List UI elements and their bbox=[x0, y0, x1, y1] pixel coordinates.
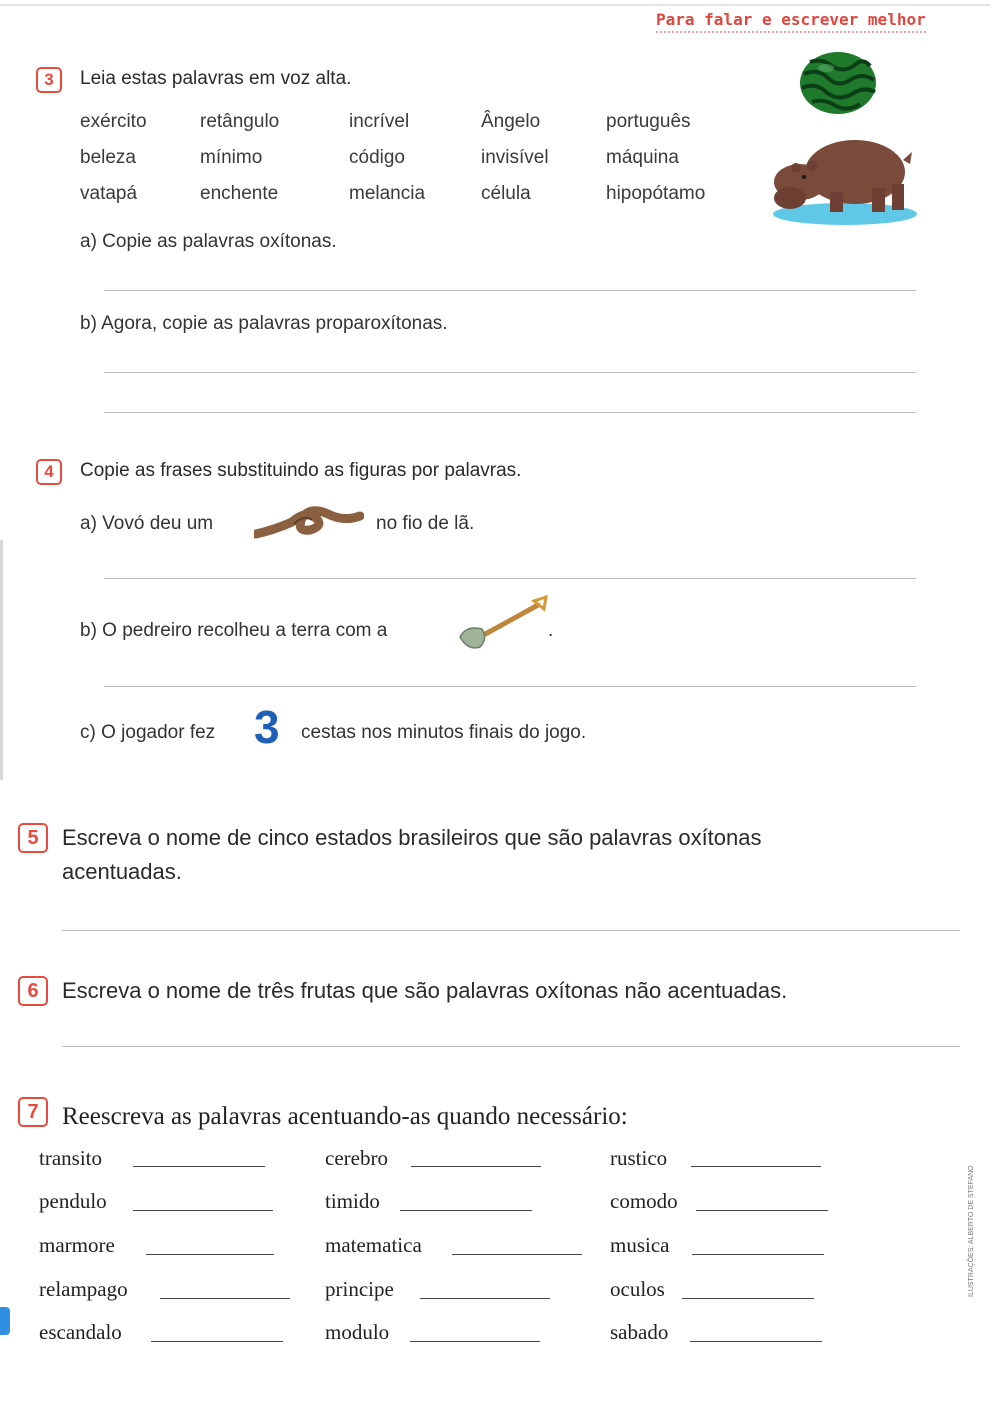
word: enchente bbox=[200, 183, 279, 204]
word: código bbox=[349, 147, 405, 168]
answer-line[interactable] bbox=[104, 412, 916, 413]
answer-blank[interactable] bbox=[133, 1166, 265, 1167]
question-4c-start: c) O jogador fez bbox=[80, 722, 216, 743]
question-3a-text: a) Copie as palavras oxítonas. bbox=[80, 231, 337, 252]
question-4b-end: . bbox=[548, 620, 554, 641]
question-4-text: Copie as frases substituindo as figuras por palavras. bbox=[80, 460, 522, 481]
answer-blank[interactable] bbox=[696, 1210, 828, 1211]
word-item: marmore bbox=[39, 1233, 115, 1257]
answer-line[interactable] bbox=[104, 686, 916, 687]
word-item: oculos bbox=[610, 1277, 665, 1301]
word-item: transito bbox=[39, 1146, 102, 1170]
word-item: comodo bbox=[610, 1189, 678, 1213]
word-item: musica bbox=[610, 1233, 670, 1257]
number-three-figure: 3 bbox=[254, 701, 280, 753]
answer-blank[interactable] bbox=[692, 1254, 824, 1255]
question-4a-start: a) Vovó deu um bbox=[80, 513, 214, 534]
answer-blank[interactable] bbox=[146, 1254, 274, 1255]
word: célula bbox=[481, 183, 531, 204]
left-edge-shadow bbox=[0, 540, 3, 780]
answer-line[interactable] bbox=[104, 290, 916, 291]
answer-blank[interactable] bbox=[691, 1166, 821, 1167]
word: máquina bbox=[606, 147, 679, 168]
question-3b-text: b) Agora, copie as palavras proparoxítonas. bbox=[80, 313, 448, 334]
answer-line[interactable] bbox=[104, 578, 916, 579]
question-7-text: Reescreva as palavras acentuando-as quando necessário: bbox=[62, 1103, 628, 1130]
question-5-line-1: Escreva o nome de cinco estados brasileiros que são palavras oxítonas bbox=[62, 825, 762, 850]
word-item: escandalo bbox=[39, 1320, 122, 1344]
illustration-credit: ILUSTRAÇÕES: ALBERTO DE STEFANO bbox=[968, 1165, 975, 1297]
answer-blank[interactable] bbox=[133, 1210, 273, 1211]
shovel-image bbox=[456, 595, 552, 653]
answer-blank[interactable] bbox=[400, 1210, 532, 1211]
word: Ângelo bbox=[481, 111, 541, 132]
answer-blank[interactable] bbox=[690, 1341, 822, 1342]
word: melancia bbox=[349, 183, 426, 204]
watermelon-image bbox=[798, 50, 878, 116]
word-item: sabado bbox=[610, 1320, 669, 1344]
word-item: cerebro bbox=[325, 1146, 388, 1170]
question-number-4: 4 bbox=[36, 459, 62, 485]
answer-blank[interactable] bbox=[452, 1254, 582, 1255]
question-5-line-2: acentuadas. bbox=[62, 859, 182, 884]
word: exército bbox=[80, 111, 147, 132]
word-item: relampago bbox=[39, 1277, 128, 1301]
hippopotamus-image bbox=[760, 122, 920, 227]
question-4a-end: no fio de lã. bbox=[376, 513, 475, 534]
word: mínimo bbox=[200, 147, 263, 168]
top-rule bbox=[0, 4, 990, 6]
word: vatapá bbox=[80, 183, 138, 204]
word-item: rustico bbox=[610, 1146, 668, 1170]
answer-blank[interactable] bbox=[420, 1298, 550, 1299]
word: hipopótamo bbox=[606, 183, 706, 204]
question-4b-start: b) O pedreiro recolheu a terra com a bbox=[80, 620, 388, 641]
answer-line[interactable] bbox=[62, 1046, 960, 1047]
question-6-text: Escreva o nome de três frutas que são palavras oxítonas não acentuadas. bbox=[62, 978, 788, 1003]
question-3-text: Leia estas palavras em voz alta. bbox=[80, 68, 352, 89]
word: incrível bbox=[349, 111, 410, 132]
answer-blank[interactable] bbox=[151, 1341, 283, 1342]
knot-image bbox=[254, 500, 364, 542]
question-number-3: 3 bbox=[36, 67, 62, 93]
word-item: timido bbox=[325, 1189, 380, 1213]
word-item: principe bbox=[325, 1277, 394, 1301]
word-item: matematica bbox=[325, 1233, 422, 1257]
question-4c-end: cestas nos minutos finais do jogo. bbox=[301, 722, 587, 743]
word-item: pendulo bbox=[39, 1189, 107, 1213]
answer-blank[interactable] bbox=[160, 1298, 290, 1299]
answer-blank[interactable] bbox=[411, 1166, 541, 1167]
word-item: modulo bbox=[325, 1320, 390, 1344]
section-header: Para falar e escrever melhor bbox=[656, 10, 926, 33]
word: invisível bbox=[481, 147, 549, 168]
word: retângulo bbox=[200, 111, 280, 132]
answer-blank[interactable] bbox=[682, 1298, 814, 1299]
question-number-7: 7 bbox=[18, 1097, 48, 1127]
page-edge-marker bbox=[0, 1307, 10, 1335]
answer-line[interactable] bbox=[104, 372, 916, 373]
answer-line[interactable] bbox=[62, 930, 960, 931]
word: português bbox=[606, 111, 691, 132]
word: beleza bbox=[80, 147, 136, 168]
question-number-6: 6 bbox=[18, 976, 48, 1006]
question-number-5: 5 bbox=[18, 823, 48, 853]
answer-blank[interactable] bbox=[410, 1341, 540, 1342]
